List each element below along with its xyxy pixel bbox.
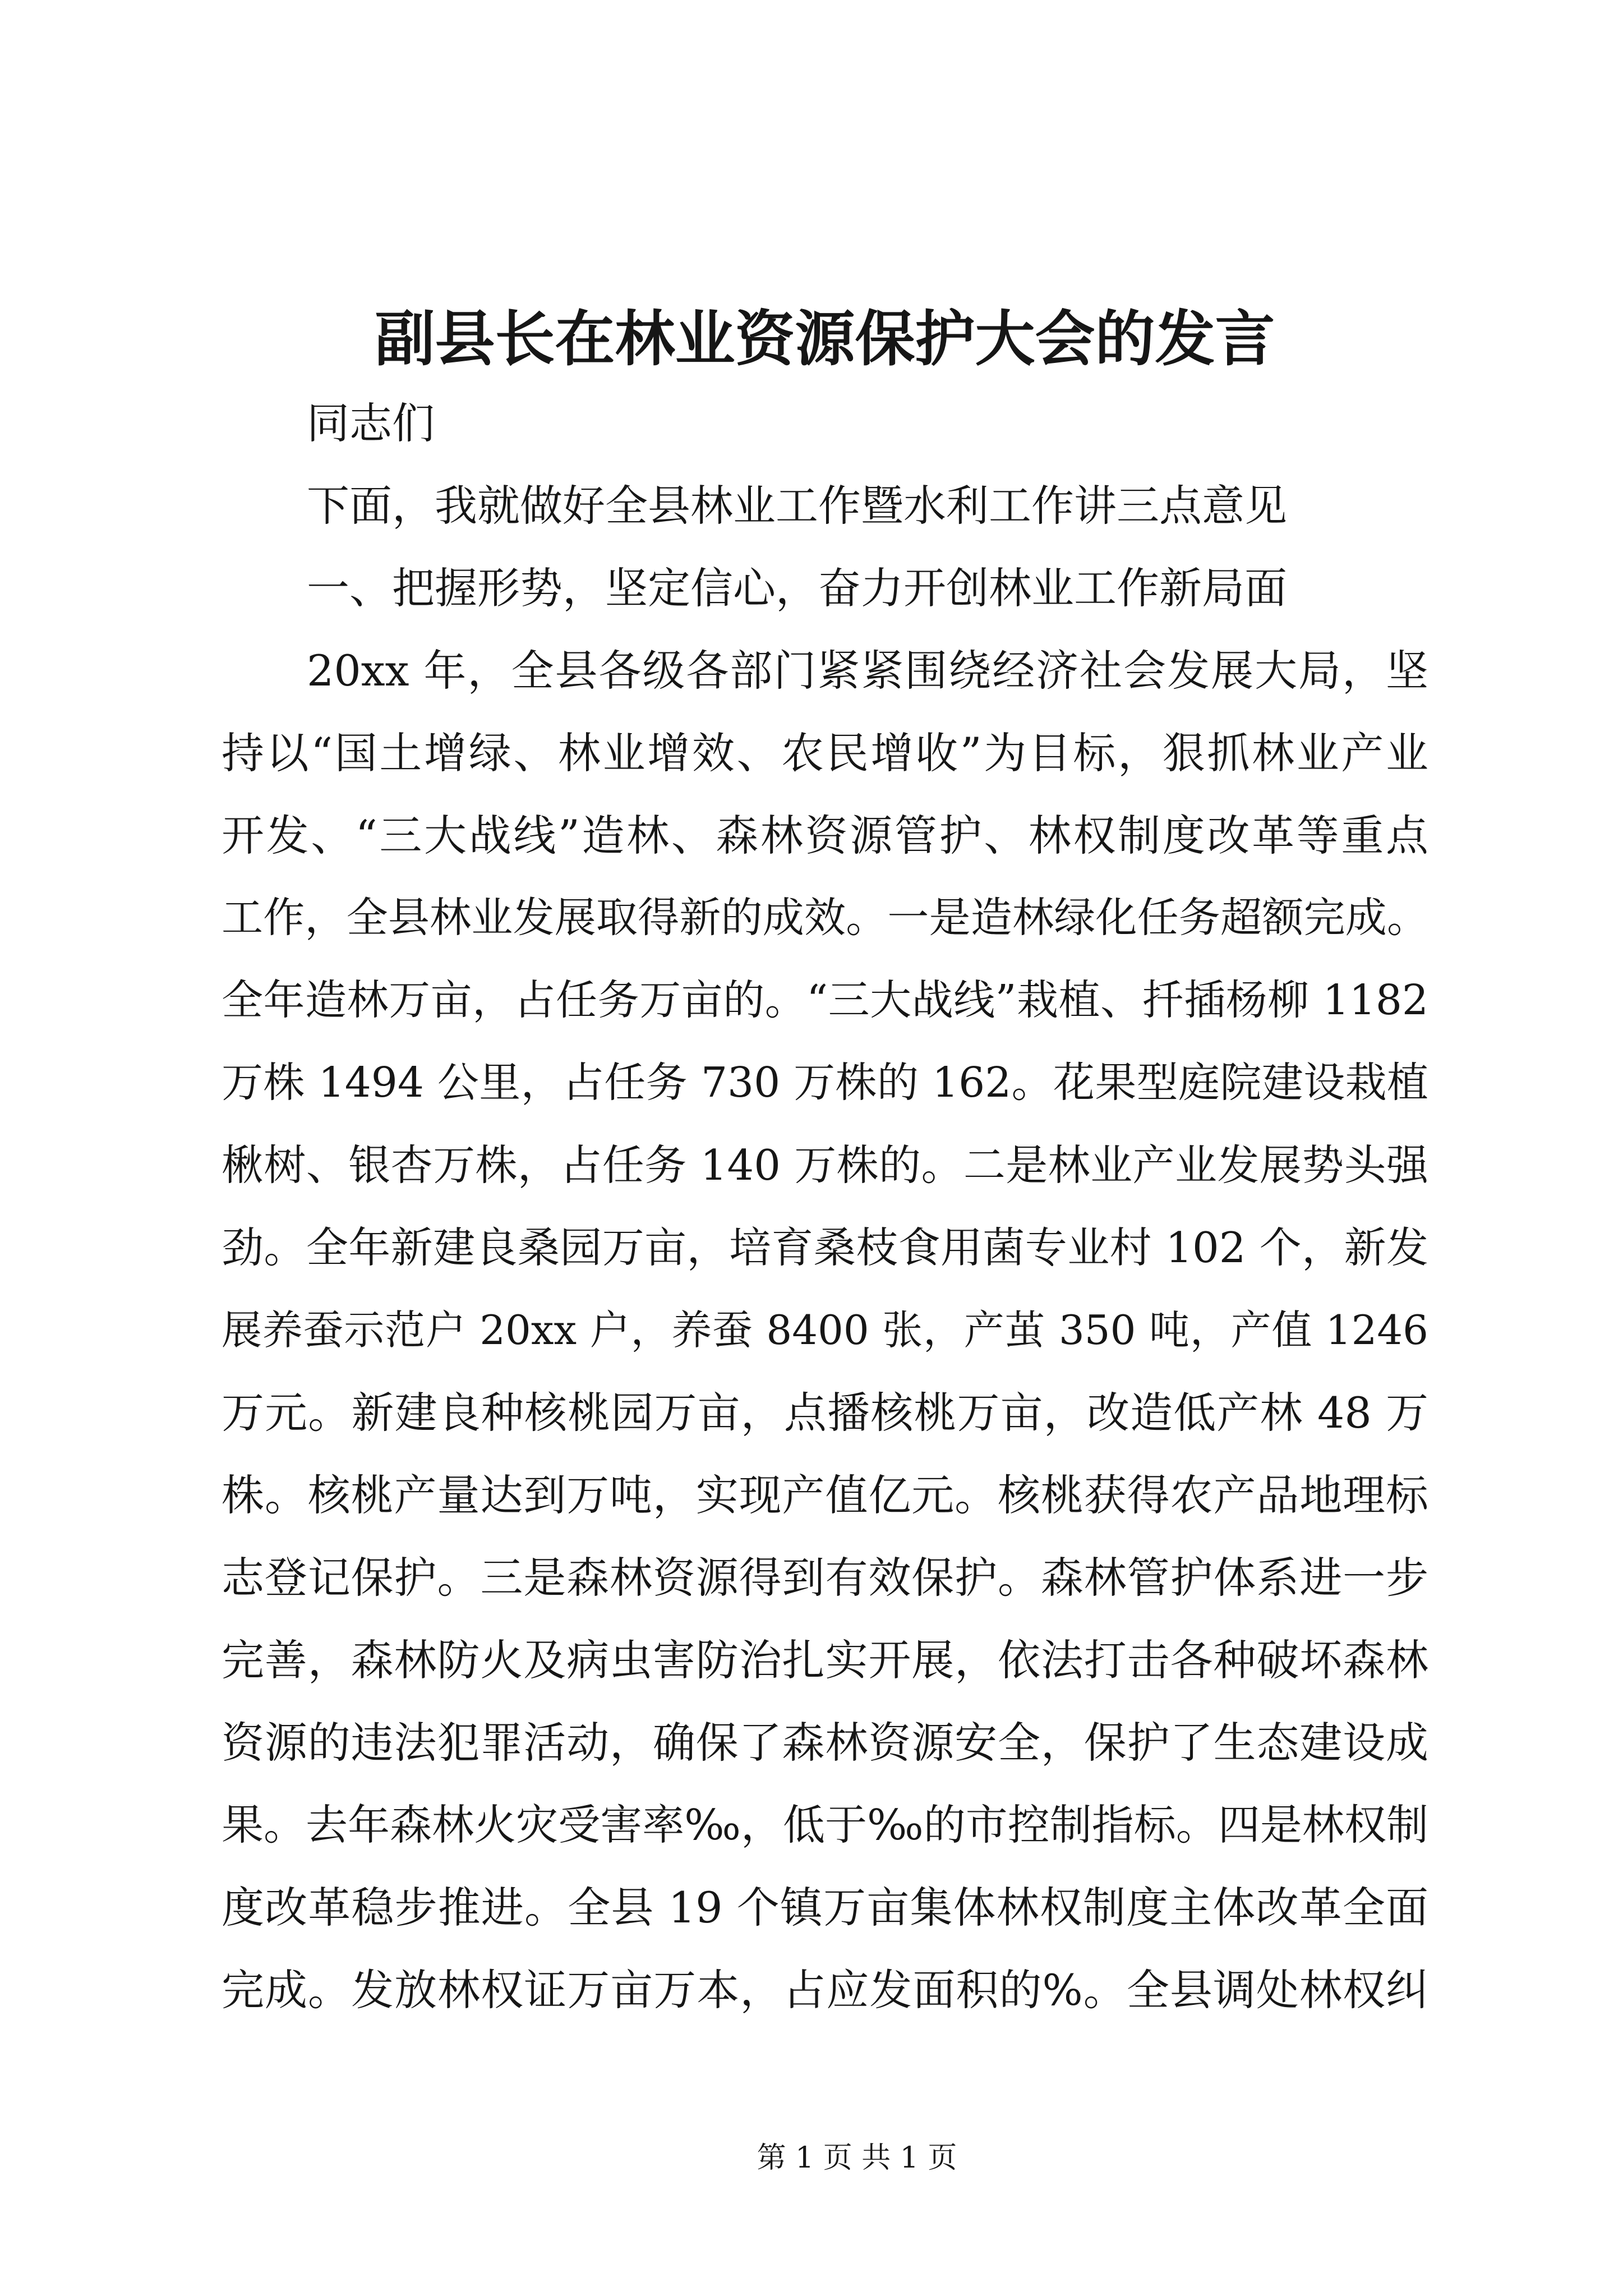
page-number-footer: 第 1 页 共 1 页 [757, 2141, 957, 2175]
paragraph-line: 工作，全县林业发展取得新的成效。一是造林绿化任务超额完成。 [222, 894, 1428, 942]
paragraph-line: 展养蚕示范户 20xx 户，养蚕 8400 张，产茧 350 吨，产值 1246 [222, 1306, 1428, 1354]
paragraph-line: 楸树、银杏万株，占任务 140 万株的。二是林业产业发展势头强 [222, 1140, 1428, 1190]
paragraph-line: 全年造林万亩，占任务万亩的。“三大战线”栽植、扦插杨柳 1182 [222, 976, 1428, 1024]
document-title: 副县长在林业资源保护大会的发言 [375, 304, 1275, 374]
paragraph-line: 完成。发放林权证万亩万本，占应发面积的%。全县调处林权纠 [222, 1965, 1428, 2015]
paragraph-line: 持以“国土增绿、林业增效、农民增收”为目标，狠抓林业产业 [222, 728, 1428, 778]
document-body [222, 382, 1428, 2031]
paragraph-line: 株。核桃产量达到万吨，实现产值亿元。核桃获得农产品地理标 [222, 1470, 1428, 1520]
intro-line: 下面，我就做好全县林业工作暨水利工作讲三点意见 [307, 481, 1287, 531]
paragraph-line: 劲。全年新建良桑园万亩，培育桑枝食用菌专业村 102 个，新发 [222, 1223, 1428, 1272]
paragraph-line: 万株 1494 公里，占任务 730 万株的 162。花果型庭院建设栽植 [222, 1059, 1428, 1107]
paragraph-line: 开发、“三大战线”造林、森林资源管护、林权制度改革等重点 [222, 811, 1428, 861]
paragraph-line: 志登记保护。三是森林资源得到有效保护。森林管护体系进一步 [222, 1553, 1428, 1603]
body-paragraph [222, 629, 1428, 2031]
section-heading: 一、把握形势，坚定信心，奋力开创林业工作新局面 [307, 563, 1287, 613]
paragraph-line: 20xx 年，全县各级各部门紧紧围绕经济社会发展大局，坚 [307, 646, 1428, 696]
paragraph-line: 度改革稳步推进。全县 19 个镇万亩集体林权制度主体改革全面 [222, 1883, 1428, 1932]
greeting-line: 同志们 [307, 398, 435, 448]
paragraph-line: 完善，森林防火及病虫害防治扎实开展，依法打击各种破坏森林 [222, 1635, 1428, 1685]
paragraph-line: 资源的违法犯罪活动，确保了森林资源安全，保护了生态建设成 [222, 1718, 1428, 1768]
paragraph-line: 果。去年森林火灾受害率‰，低于‰的市控制指标。四是林权制 [222, 1800, 1428, 1849]
paragraph-line: 万元。新建良种核桃园万亩，点播核桃万亩，改造低产林 48 万 [222, 1388, 1428, 1438]
